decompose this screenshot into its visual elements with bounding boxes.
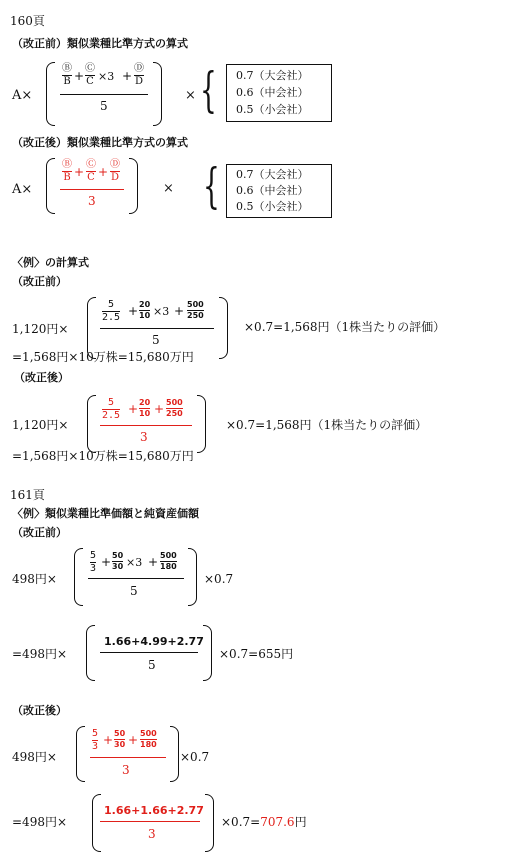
example-after-label: （改正後） — [14, 371, 69, 384]
result-text: ×0.7=707.6円 — [221, 815, 307, 829]
example-title: 〈例〉の計算式 — [12, 256, 89, 269]
ratio-large: 0.7（大会社） — [236, 168, 309, 181]
result-text: ×0.7=655円 — [219, 647, 294, 661]
times-three: ×3 — [153, 305, 170, 318]
plus-sign: + — [148, 555, 159, 569]
d-fraction: Ⓓ D — [110, 159, 120, 183]
result-text: ×0.7=1,568円（1株当たりの評価） — [244, 320, 446, 334]
fraction-bar — [88, 578, 184, 579]
c-fraction: Ⓒ C — [85, 63, 95, 87]
ratio-medium: 0.6（中会社） — [236, 86, 309, 99]
b-fraction: Ⓑ B — [62, 159, 72, 183]
a-times-label: A× — [12, 88, 33, 103]
right-bracket — [203, 625, 212, 681]
fraction-5-over-3: 5 3 — [90, 550, 97, 574]
eq-price-label: =498円× — [12, 815, 68, 829]
plus-sign: + — [128, 304, 139, 318]
times-three: ×3 — [98, 70, 115, 83]
brace-icon: { — [200, 62, 217, 118]
plus-sign: + — [122, 69, 133, 83]
fraction-bar — [100, 821, 200, 822]
denominator: 3 — [122, 763, 130, 777]
plus-sign: + — [98, 165, 109, 179]
example-before-label: （改正前） — [12, 275, 67, 288]
plus-sign: + — [74, 165, 85, 179]
sum-numerator: 1.66+1.66+2.77 — [104, 804, 204, 817]
fraction-5-over-2.5: 5 2.5 — [102, 397, 121, 421]
plus-sign: + — [103, 733, 114, 747]
p161-before-label: （改正前） — [12, 526, 67, 539]
denominator: 5 — [152, 333, 160, 347]
fraction-50-over-30: 50 30 — [112, 551, 124, 571]
fraction-bar — [100, 425, 192, 426]
price-label: 498円× — [12, 572, 57, 586]
fraction-500-over-180: 500 180 — [140, 729, 157, 749]
plus-sign: + — [154, 402, 165, 416]
ratio-small: 0.5（小会社） — [236, 103, 309, 116]
price-label: 1,120円× — [12, 418, 69, 432]
b-fraction: Ⓑ B — [62, 63, 72, 87]
fraction-bar — [90, 757, 166, 758]
eq-price-label: =498円× — [12, 647, 68, 661]
plus-sign: + — [101, 555, 112, 569]
left-bracket — [76, 726, 85, 782]
sum-numerator: 1.66+4.99+2.77 — [104, 635, 204, 648]
fraction-5-over-2.5: 5 2.5 — [102, 299, 121, 323]
brace-icon: { — [203, 158, 220, 214]
plus-sign: + — [128, 733, 139, 747]
a-times-label: A× — [12, 182, 33, 197]
d-fraction: Ⓓ D — [134, 63, 144, 87]
times-sign: × — [163, 181, 174, 196]
price-label: 1,120円× — [12, 322, 69, 336]
fraction-20-over-10: 20 10 — [139, 300, 151, 320]
p161-after-label: （改正後） — [12, 704, 67, 717]
c-fraction: Ⓒ C — [86, 159, 96, 183]
left-bracket — [92, 794, 101, 852]
denominator: 3 — [148, 827, 156, 841]
denominator: 5 — [100, 99, 108, 113]
right-bracket — [188, 548, 197, 606]
page-header-160: 160頁 — [10, 14, 45, 28]
plus-sign: + — [74, 69, 85, 83]
times-sign: × — [185, 88, 196, 103]
left-bracket — [46, 62, 55, 126]
section-title-before: （改正前）類似業種比準方式の算式 — [12, 37, 188, 50]
fraction-bar — [60, 189, 124, 190]
times-0.7: ×0.7 — [204, 572, 234, 586]
plus-sign: + — [174, 304, 185, 318]
plus-sign: + — [128, 402, 139, 416]
price-label: 498円× — [12, 750, 57, 764]
denominator: 3 — [88, 194, 96, 208]
fraction-bar — [100, 328, 214, 329]
section-title-161: 〈例〉類似業種比準価額と純資産価額 — [12, 507, 199, 520]
fraction-500-over-180: 500 180 — [160, 551, 177, 571]
right-bracket — [129, 158, 138, 214]
ratio-medium: 0.6（中会社） — [236, 184, 309, 197]
right-bracket — [197, 395, 206, 453]
page-header-161: 161頁 — [10, 488, 45, 502]
fraction-500-over-250: 500 250 — [166, 398, 183, 418]
left-bracket — [74, 548, 83, 606]
section-title-after: （改正後）類似業種比準方式の算式 — [12, 136, 188, 149]
right-bracket — [219, 297, 228, 359]
fraction-bar — [60, 94, 148, 95]
left-bracket — [46, 158, 55, 214]
denominator: 3 — [140, 430, 148, 444]
right-bracket — [153, 62, 162, 126]
right-bracket — [205, 794, 214, 852]
result-text: ×0.7=1,568円（1株当たりの評価） — [226, 418, 428, 432]
fraction-50-over-30: 50 30 — [114, 729, 126, 749]
total-text: =1,568円×10万株=15,680万円 — [12, 449, 194, 463]
denominator: 5 — [148, 658, 156, 672]
ratio-small: 0.5（小会社） — [236, 200, 309, 213]
denominator: 5 — [130, 584, 138, 598]
times-0.7: ×0.7 — [180, 750, 210, 764]
right-bracket — [170, 726, 179, 782]
total-text: =1,568円×10万株=15,680万円 — [12, 350, 194, 364]
ratio-large: 0.7（大会社） — [236, 69, 309, 82]
left-bracket — [86, 625, 95, 681]
fraction-20-over-10: 20 10 — [139, 398, 151, 418]
fraction-500-over-250: 500 250 — [187, 300, 204, 320]
times-three: ×3 — [126, 556, 143, 569]
left-bracket — [87, 395, 96, 453]
fraction-5-over-3: 5 3 — [92, 728, 99, 752]
fraction-bar — [100, 652, 198, 653]
